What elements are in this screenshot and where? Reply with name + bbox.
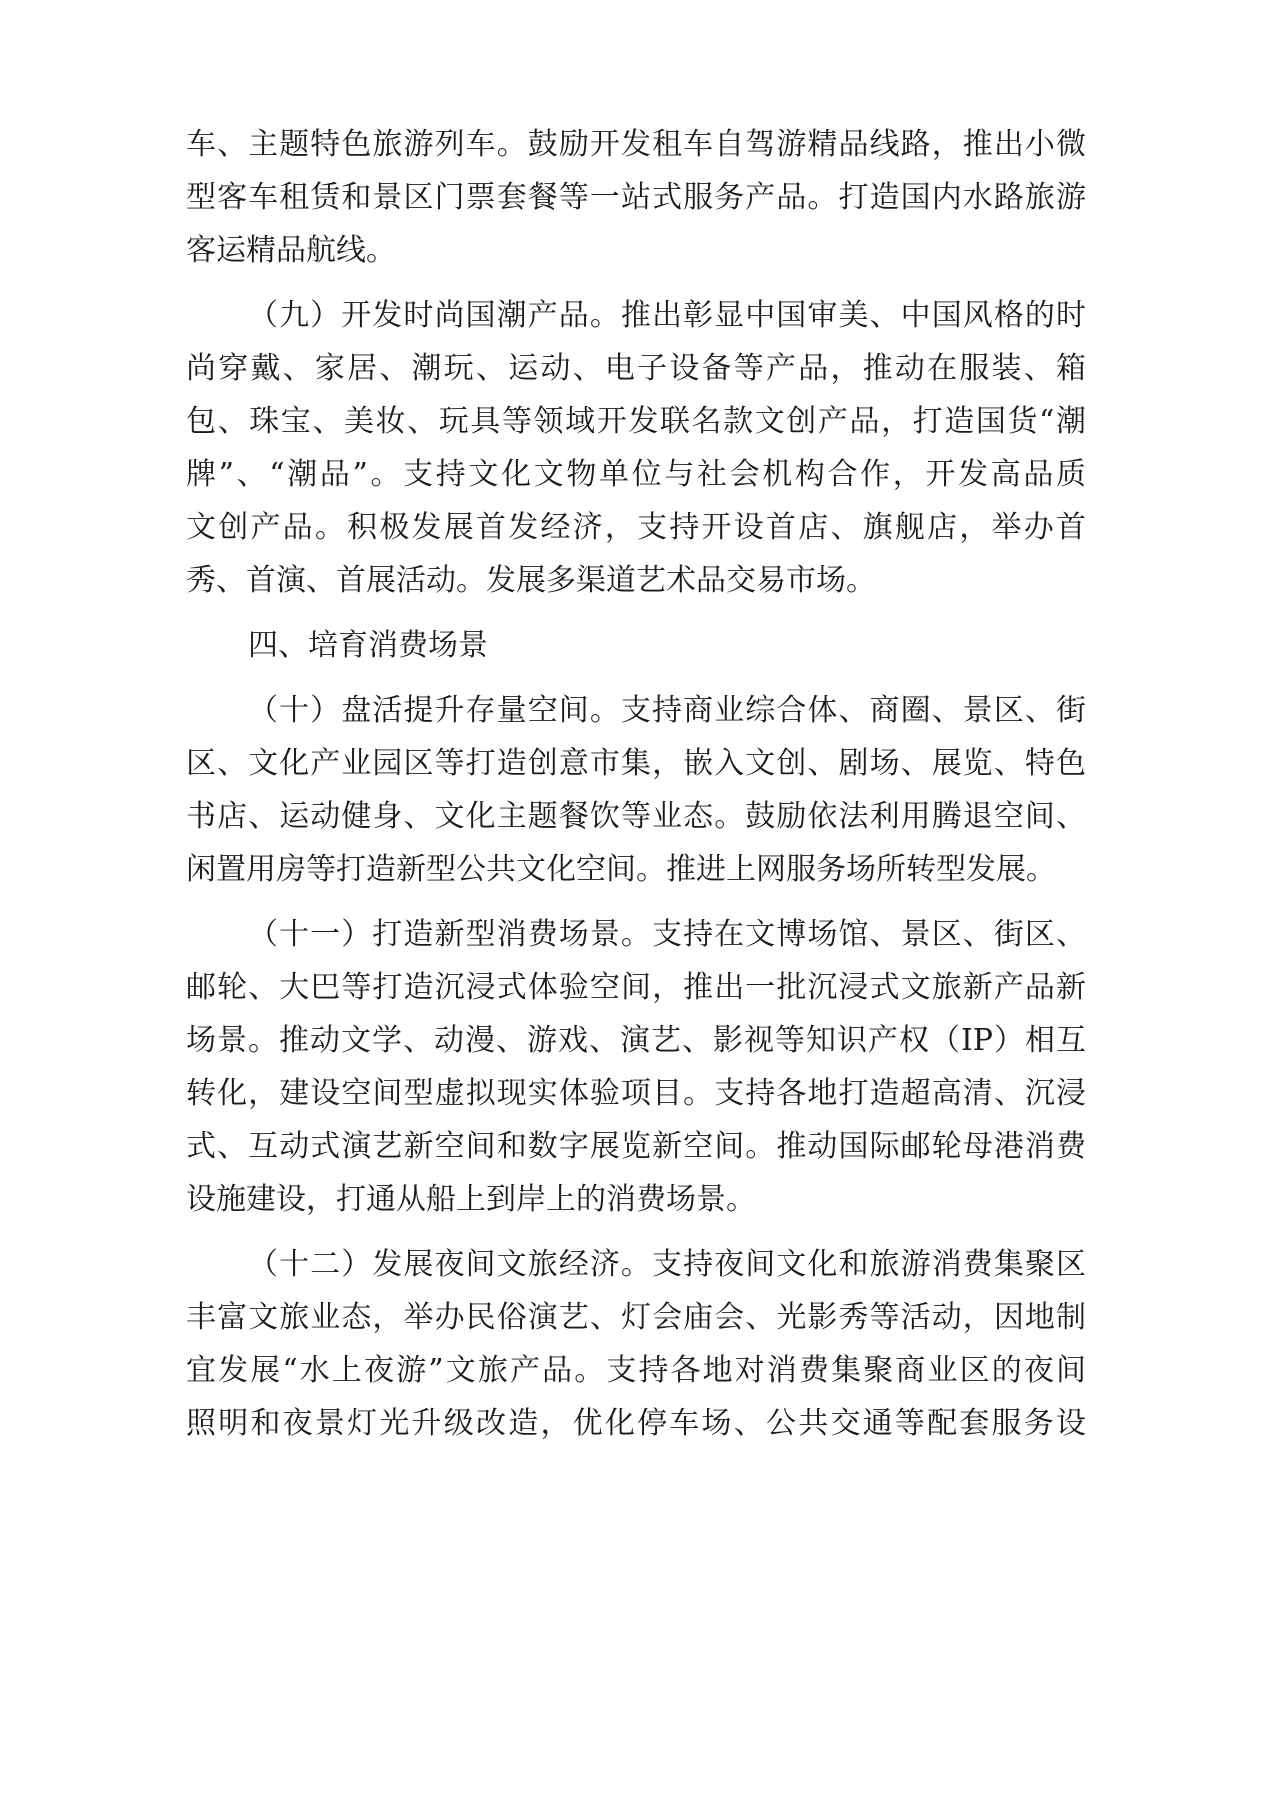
paragraph-eleven bbox=[186, 908, 1086, 1226]
section-heading-text: 四、培育消费场景 bbox=[248, 628, 488, 663]
text-line: （九）开发时尚国潮产品。推出彰显中国审美、中国风格的时 bbox=[248, 298, 1086, 333]
paragraph-nine bbox=[186, 289, 1086, 607]
text-line: 文创产品。积极发展首发经济，支持开设首店、旗舰店，举办首 bbox=[186, 510, 1086, 545]
text-line: （十一）打造新型消费场景。支持在文博场馆、景区、街区、 bbox=[248, 917, 1086, 952]
paragraph-continuation bbox=[186, 118, 1086, 277]
text-line: 宜发展“水上夜游”文旅产品。支持各地对消费集聚商业区的夜间 bbox=[186, 1353, 1086, 1388]
document-body bbox=[186, 118, 1086, 1450]
text-line: 秀、首演、首展活动。发展多渠道艺术品交易市场。 bbox=[186, 563, 876, 598]
paragraph-ten bbox=[186, 684, 1086, 896]
text-line: 牌”、“潮品”。支持文化文物单位与社会机构合作，开发高品质 bbox=[186, 457, 1086, 492]
text-line: 闲置用房等打造新型公共文化空间。推进上网服务场所转型发展。 bbox=[186, 852, 1056, 887]
text-line: 车、主题特色旅游列车。鼓励开发租车自驾游精品线路，推出小微 bbox=[186, 127, 1086, 162]
text-line: 转化，建设空间型虚拟现实体验项目。支持各地打造超高清、沉浸 bbox=[186, 1076, 1086, 1111]
text-line: 照明和夜景灯光升级改造，优化停车场、公共交通等配套服务设 bbox=[186, 1406, 1086, 1441]
text-line: 包、珠宝、美妆、玩具等领域开发联名款文创产品，打造国货“潮 bbox=[186, 404, 1086, 439]
section-heading bbox=[186, 619, 1086, 672]
text-line: 邮轮、大巴等打造沉浸式体验空间，推出一批沉浸式文旅新产品新 bbox=[186, 970, 1086, 1005]
text-line: 场景。推动文学、动漫、游戏、演艺、影视等知识产权（IP）相互 bbox=[186, 1023, 1086, 1058]
text-line: 设施建设，打通从船上到岸上的消费场景。 bbox=[186, 1182, 756, 1217]
text-line: 式、互动式演艺新空间和数字展览新空间。推动国际邮轮母港消费 bbox=[186, 1129, 1086, 1164]
text-line: 区、文化产业园区等打造创意市集，嵌入文创、剧场、展览、特色 bbox=[186, 746, 1086, 781]
text-line: 型客车租赁和景区门票套餐等一站式服务产品。打造国内水路旅游 bbox=[186, 180, 1086, 215]
text-line: 书店、运动健身、文化主题餐饮等业态。鼓励依法利用腾退空间、 bbox=[186, 799, 1086, 834]
text-line: 尚穿戴、家居、潮玩、运动、电子设备等产品，推动在服装、箱 bbox=[186, 351, 1086, 386]
text-line: （十）盘活提升存量空间。支持商业综合体、商圈、景区、街 bbox=[248, 693, 1086, 728]
text-line: （十二）发展夜间文旅经济。支持夜间文化和旅游消费集聚区 bbox=[248, 1247, 1086, 1282]
text-line: 丰富文旅业态，举办民俗演艺、灯会庙会、光影秀等活动，因地制 bbox=[186, 1300, 1086, 1335]
text-line: 客运精品航线。 bbox=[186, 233, 396, 268]
paragraph-twelve bbox=[186, 1238, 1086, 1450]
